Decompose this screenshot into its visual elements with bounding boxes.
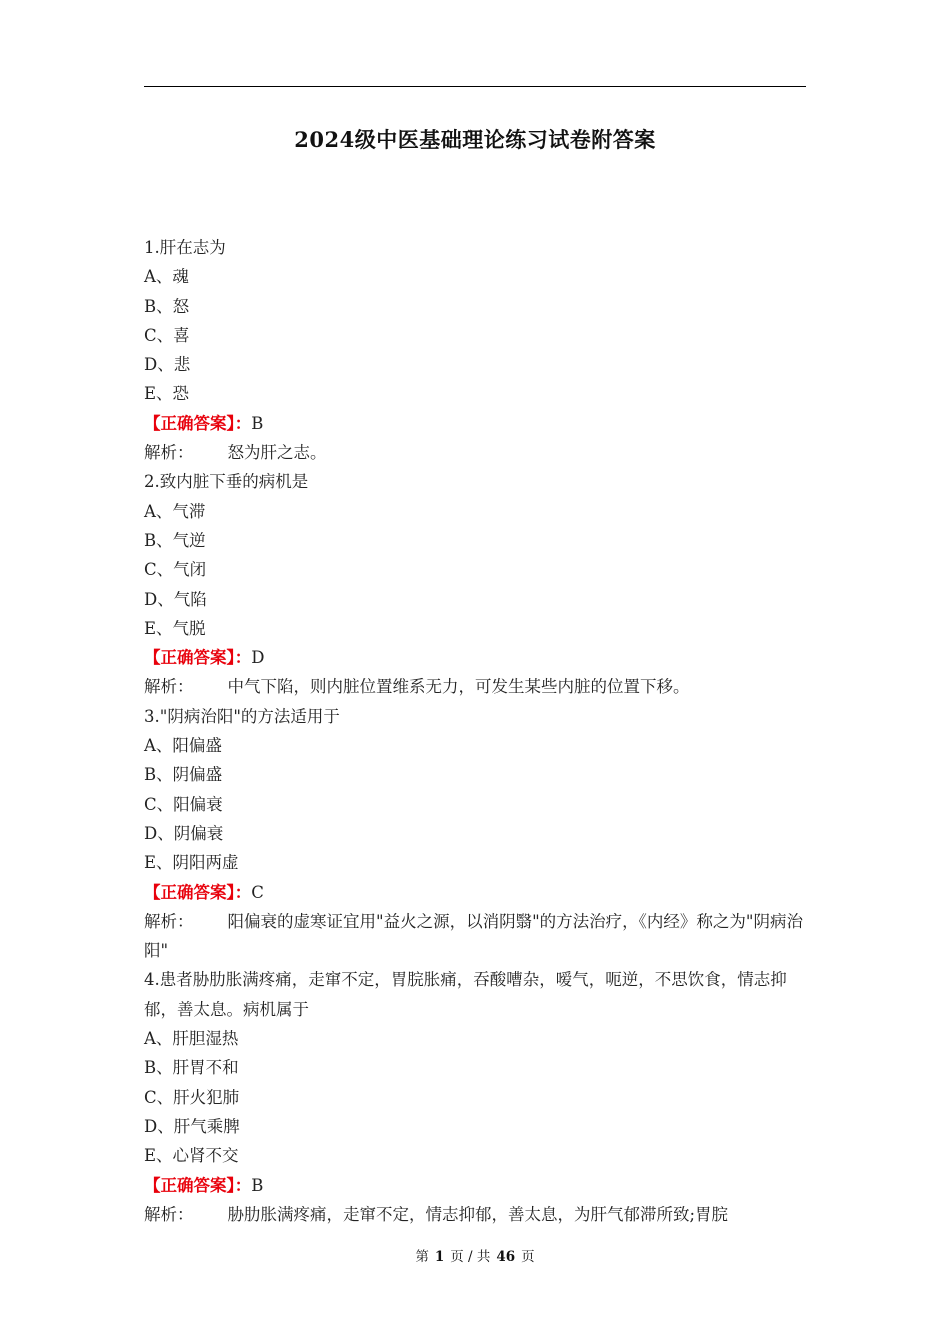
answer-label: 【正确答案】： xyxy=(144,882,252,902)
analysis-text: 中气下陷，则内脏位置维系无力，可发生某些内脏的位置下移。 xyxy=(227,677,690,697)
option-c: C、气闭 xyxy=(144,560,207,580)
question-3 xyxy=(144,702,806,966)
analysis-row xyxy=(144,672,806,701)
question-stem: 2.致内脏下垂的病机是 xyxy=(144,472,309,492)
analysis-row xyxy=(144,1200,806,1229)
option-c: C、阳偏衰 xyxy=(144,794,223,814)
option-b: B、阴偏盛 xyxy=(144,765,223,785)
analysis-label: 解析： xyxy=(144,677,194,697)
answer-value: D xyxy=(251,648,265,668)
question-1 xyxy=(144,233,806,467)
answer-row xyxy=(144,409,806,438)
option-e: E、阴阳两虚 xyxy=(144,853,239,873)
option-d: D、悲 xyxy=(144,355,191,375)
question-stem: 4.患者胁肋胀满疼痛，走窜不定，胃脘胀痛，吞酸嘈杂，嗳气，呃逆，不思饮食，情志抑郁，善太息。病机属于 xyxy=(144,970,787,1019)
option-a: A、阳偏盛 xyxy=(144,736,222,756)
option-a: A、气滞 xyxy=(144,501,206,521)
page-title: 2024级中医基础理论练习试卷附答案 xyxy=(294,127,656,152)
answer-value: C xyxy=(251,882,264,902)
answer-row xyxy=(144,878,806,907)
question-stem: 1.肝在志为 xyxy=(144,238,226,257)
question-2 xyxy=(144,467,806,701)
analysis-label: 解析： xyxy=(144,1204,194,1224)
option-d: D、气陷 xyxy=(144,589,207,609)
question-stem: 3."阴病治阳"的方法适用于 xyxy=(144,706,340,726)
question-4 xyxy=(144,965,806,1229)
analysis-row xyxy=(144,438,806,467)
footer-page-suffix: 页 xyxy=(521,1249,535,1265)
analysis-text: 胁肋胀满疼痛，走窜不定，情志抑郁，善太息，为肝气郁滞所致;胃脘 xyxy=(227,1204,729,1224)
footer-page-number: 1 xyxy=(434,1249,445,1265)
analysis-label: 解析： xyxy=(144,911,194,931)
option-d: D、阴偏衰 xyxy=(144,823,224,843)
analysis-text: 怒为肝之志。 xyxy=(227,443,327,463)
answer-value: B xyxy=(251,413,264,433)
answer-row xyxy=(144,1171,806,1200)
footer-total-pages: 46 xyxy=(496,1249,516,1265)
analysis-row xyxy=(144,907,806,966)
footer-page-mid: 页 / 共 xyxy=(450,1249,491,1265)
option-b: B、肝胃不和 xyxy=(144,1058,239,1078)
option-d: D、肝气乘脾 xyxy=(144,1116,240,1136)
analysis-label: 解析： xyxy=(144,443,194,463)
answer-label: 【正确答案】： xyxy=(144,1175,252,1195)
question-list xyxy=(144,233,806,1229)
header-rule xyxy=(144,86,806,87)
option-b: B、怒 xyxy=(144,296,190,316)
answer-value: B xyxy=(251,1175,264,1195)
answer-row xyxy=(144,643,806,672)
option-e: E、气脱 xyxy=(144,618,206,638)
option-c: C、喜 xyxy=(144,325,190,345)
option-e: E、恐 xyxy=(144,384,190,404)
answer-label: 【正确答案】： xyxy=(144,648,252,668)
analysis-text: 阳偏衰的虚寒证宜用"益火之源，以消阴翳"的方法治疗，《内经》称之为"阴病治阳" xyxy=(144,911,804,961)
answer-label: 【正确答案】： xyxy=(144,413,252,433)
option-e: E、心肾不交 xyxy=(144,1146,239,1166)
option-b: B、气逆 xyxy=(144,530,206,550)
footer-page-prefix: 第 xyxy=(415,1249,429,1265)
page-footer xyxy=(0,1245,950,1265)
option-a: A、魂 xyxy=(144,267,189,287)
option-c: C、肝火犯肺 xyxy=(144,1087,240,1107)
option-a: A、肝胆湿热 xyxy=(144,1029,239,1049)
